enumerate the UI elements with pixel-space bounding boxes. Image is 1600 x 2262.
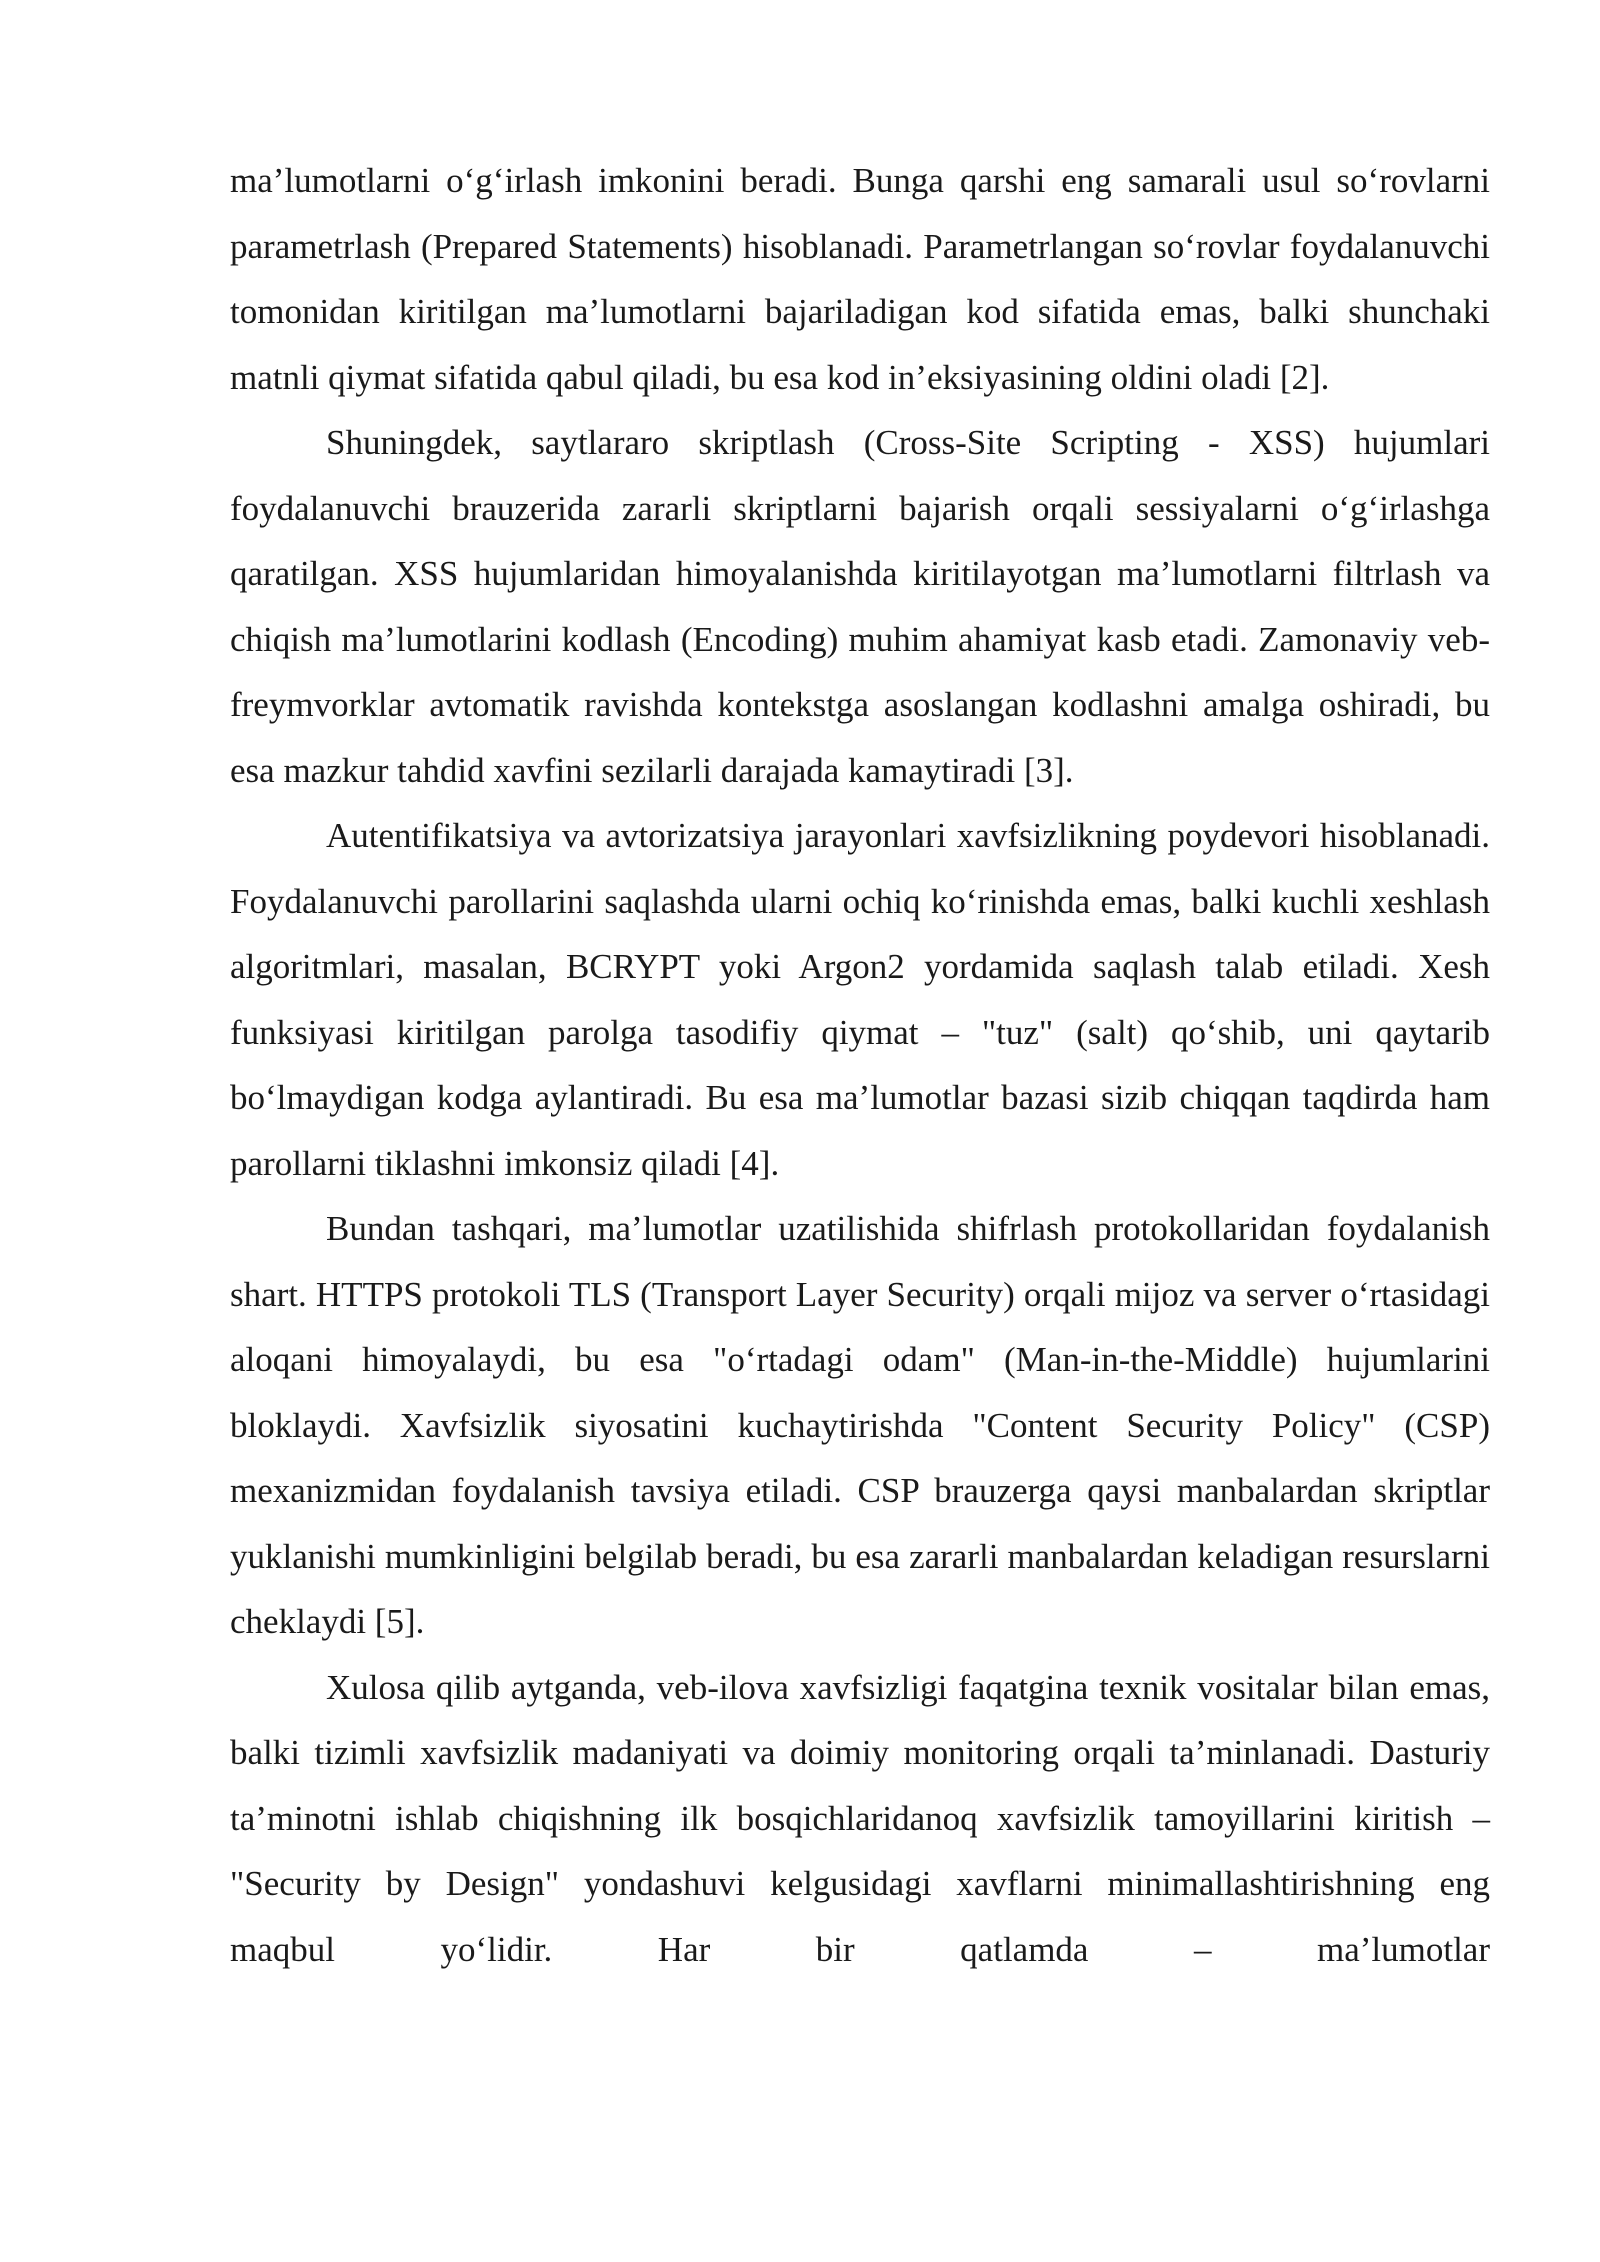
paragraph-conclusion: Xulosa qilib aytganda, veb-ilova xavfsizligi faqatgina texnik vositalar bilan emas, balki tizimli xavfsizlik madaniyati va doimiy monitoring orqali ta’minlanadi. Dasturiy ta’minotni ishlab chiqishning ilk bosqichlaridanoq xavfsizlik tamoyillarini kiritish – "Security by Design" yondashuvi kelgusidagi xavflarni minimallashtirishning eng maqbul yo‘lidir. Har bir qatlamda – ma’lumotlar (230, 1667, 1490, 1969)
paragraph-encryption: Bundan tashqari, ma’lumotlar uzatilishida shifrlash protokollaridan foydalanish shart. HTTPS protokoli TLS (Transport Layer Security) orqali mijoz va server o‘rtasidagi aloqani himoyalaydi, bu esa "o‘rtadagi odam" (Man-in-the-Middle) hujumlarini bloklaydi. Xavfsizlik siyosatini kuchaytirishda "Content Security Policy" (CSP) mexanizmidan foydalanish tavsiya etiladi. CSP brauzerga qaysi manbalardan skriptlar yuklanishi mumkinligini belgilab beradi, bu esa zararli manbalardan keladigan resurslarni cheklaydi [5]. (230, 1209, 1490, 1641)
paragraph-xss: Shuningdek, saytlararo skriptlash (Cross-Site Scripting - XSS) hujumlari foydalanuvchi brauzerida zararli skriptlarni bajarish orqali sessiyalarni o‘g‘irlashga qaratilgan. XSS hujumlaridan himoyalanishda kiritilayotgan ma’lumotlarni filtrlash va chiqish ma’lumotlarini kodlash (Encoding) muhim ahamiyat kasb etadi. Zamonaviy veb-freymvorklar avtomatik ravishda kontekstga asoslangan kodlashni amalga oshiradi, bu esa mazkur tahdid xavfini sezilarli darajada kamaytiradi [3]. (230, 423, 1490, 790)
document-body (230, 148, 1490, 1982)
paragraph-authentication: Autentifikatsiya va avtorizatsiya jarayonlari xavfsizlikning poydevori hisoblanadi. Foydalanuvchi parollarini saqlashda ularni ochiq ko‘rinishda emas, balki kuchli xeshlash algoritmlari, masalan, BCRYPT yoki Argon2 yordamida saqlash talab etiladi. Xesh funksiyasi kiritilgan parolga tasodifiy qiymat – "tuz" (salt) qo‘shib, uni qaytarib bo‘lmaydigan kodga aylantiradi. Bu esa ma’lumotlar bazasi sizib chiqqan taqdirda ham parollarni tiklashni imkonsiz qiladi [4]. (230, 816, 1490, 1183)
paragraph-continuation: ma’lumotlarni o‘g‘irlash imkonini beradi. Bunga qarshi eng samarali usul so‘rovlarni parametrlash (Prepared Statements) hisoblanadi. Parametrlangan so‘rovlar foydalanuvchi tomonidan kiritilgan ma’lumotlarni bajariladigan kod sifatida emas, balki shunchaki matnli qiymat sifatida qabul qiladi, bu esa kod in’eksiyasining oldini oladi [2]. (230, 161, 1490, 397)
